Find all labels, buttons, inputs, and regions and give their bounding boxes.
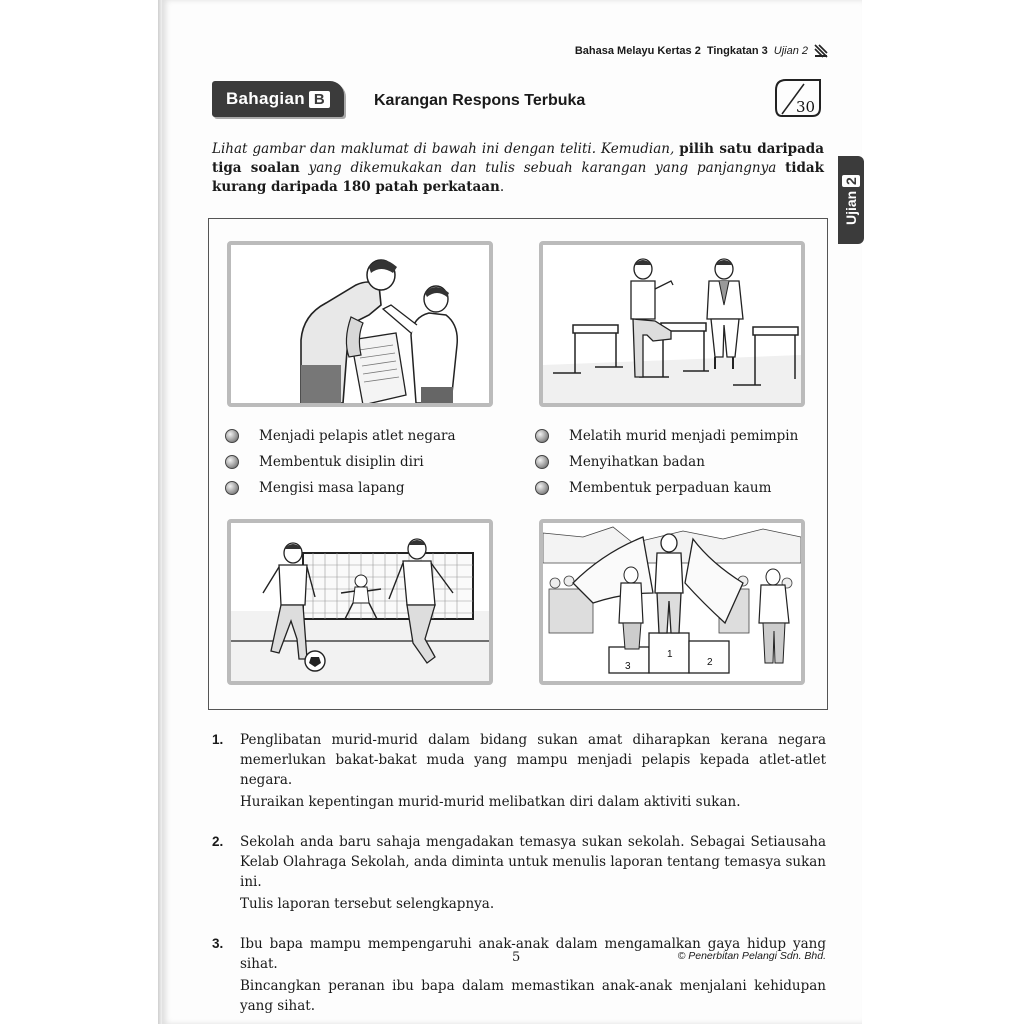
intro-emphasis-1: pilih satu daripada tiga soalan — [212, 141, 824, 176]
question-number: 1. — [212, 732, 224, 747]
bullet-item — [225, 449, 515, 475]
publisher-logo-icon — [814, 44, 828, 58]
bullet-text: Melatih murid menjadi pemimpin — [569, 428, 799, 444]
side-tab-word: Ujian — [843, 190, 859, 226]
section-title: Karangan Respons Terbuka — [374, 92, 586, 109]
bullet-item — [225, 475, 515, 501]
question-item — [212, 730, 826, 814]
question-line: Tulis laporan tersebut selengkapnya. — [240, 896, 495, 912]
bullet-item — [535, 475, 825, 501]
bullet-text: Mengisi masa lapang — [259, 480, 405, 496]
image-hurdles-training — [539, 241, 805, 407]
bullet-item — [535, 423, 825, 449]
podium-label-third: 3 — [625, 661, 631, 672]
question-line: Penglibatan murid-murid dalam bidang sukan amat diharapkan kerana negara memerlukan bakat-bakat muda yang mampu menjadi pelapis kepada atlet-atlet negara. — [240, 732, 826, 788]
section-badge — [212, 81, 344, 117]
bullet-item — [535, 449, 825, 475]
marks-value: 30 — [796, 98, 816, 116]
header-form: Tingkatan 3 — [706, 45, 768, 57]
question-number: 2. — [212, 834, 224, 849]
page-number: 5 — [512, 950, 521, 965]
podium-label-first: 1 — [667, 649, 673, 660]
marks-indicator — [774, 78, 822, 118]
question-number: 3. — [212, 936, 224, 951]
bullet-circle-icon — [225, 455, 239, 469]
bullet-circle-icon — [225, 429, 239, 443]
question-list — [212, 730, 826, 1036]
image-football-match — [227, 519, 493, 685]
intro-text-1: Lihat gambar dan maklumat di bawah ini dengan teliti. Kemudian, — [212, 141, 675, 157]
question-line: Ibu bapa mampu mempengaruhi anak-anak dalam mengamalkan gaya hidup yang sihat. — [240, 936, 826, 972]
question-line: Sekolah anda baru sahaja mengadakan temasya sukan sekolah. Sebagai Setiausaha Kelab Olahraga Sekolah, anda diminta untuk menulis laporan tentang temasya sukan ini. — [240, 834, 826, 890]
question-text — [240, 730, 826, 814]
image-award-ceremony — [227, 241, 493, 407]
hurdles-illustration — [543, 245, 801, 403]
question-text — [240, 934, 826, 1018]
podium-illustration — [543, 523, 801, 681]
football-illustration — [231, 523, 489, 681]
page — [162, 0, 862, 1024]
intro-text-2: yang dikemukakan dan tulis sebuah karangan yang panjangnya — [308, 160, 777, 176]
copyright-notice: © Penerbitan Pelangi Sdn. Bhd. — [677, 950, 826, 962]
book-spine-margin — [0, 0, 162, 1024]
question-line: Huraikan kepentingan murid-murid melibatkan diri dalam aktiviti sukan. — [240, 794, 741, 810]
section-badge-word: Bahagian — [225, 89, 305, 108]
bullet-circle-icon — [535, 481, 549, 495]
bullet-circle-icon — [535, 429, 549, 443]
header-subject: Bahasa Melayu Kertas 2 — [574, 45, 701, 57]
bullet-text: Menjadi pelapis atlet negara — [259, 428, 456, 444]
running-header — [575, 44, 828, 58]
bullet-text: Membentuk disiplin diri — [259, 454, 424, 470]
section-badge-letter: B — [309, 91, 330, 108]
intro-emphasis-2: tidak kurang daripada 180 patah perkataan — [212, 160, 824, 195]
bullet-circle-icon — [225, 481, 239, 495]
bullet-list-left — [225, 423, 515, 501]
question-line: Bincangkan peranan ibu bapa dalam memastikan anak-anak menjalani kehidupan yang sihat. — [240, 978, 826, 1014]
bullet-text: Menyihatkan badan — [569, 454, 705, 470]
podium-label-second: 2 — [707, 657, 713, 668]
question-item — [212, 934, 826, 1018]
instructions — [212, 140, 824, 197]
image-podium-ceremony — [539, 519, 805, 685]
intro-period: . — [499, 179, 505, 195]
side-tab-number: 2 — [843, 176, 859, 185]
bullet-text: Membentuk perpaduan kaum — [569, 480, 772, 496]
side-tab-ujian — [838, 156, 864, 244]
header-test: Ujian 2 — [773, 45, 808, 57]
bullet-item — [225, 423, 515, 449]
right-margin — [862, 0, 1024, 1024]
stimulus-figure — [208, 218, 828, 710]
bullet-list-right — [535, 423, 825, 501]
question-text — [240, 832, 826, 916]
bullet-circle-icon — [535, 455, 549, 469]
question-item — [212, 832, 826, 916]
award-ceremony-illustration — [231, 245, 489, 403]
